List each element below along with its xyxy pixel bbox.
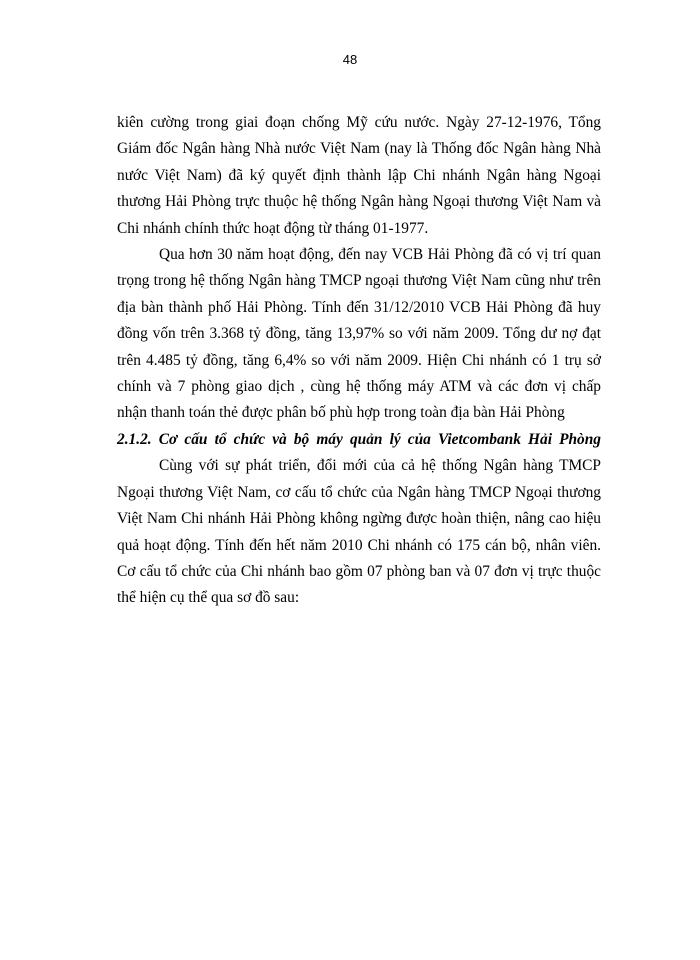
paragraph-2-line: đồng vốn trên 3.368 tỷ đồng, tăng 13,97% so với năm 2009. Tổng dư nợ đạt: [117, 325, 601, 343]
paragraph-3-line: Ngoại thương Việt Nam, cơ cấu tổ chức của Ngân hàng TMCP Ngoại thương: [117, 483, 601, 501]
page-number: 48: [342, 52, 358, 67]
paragraph-3-line: quả hoạt động. Tính đến hết năm 2010 Chi nhánh có 175 cán bộ, nhân viên.: [117, 536, 601, 554]
paragraph-1-line: Giám đốc Ngân hàng Nhà nước Việt Nam (nay là Thống đốc Ngân hàng Nhà: [117, 140, 601, 158]
paragraph-3-line: Cơ cấu tổ chức của Chi nhánh bao gồm 07 phòng ban và 07 đơn vị trực thuộc: [117, 562, 601, 580]
paragraph-3: [117, 453, 601, 611]
paragraph-1-line: kiên cường trong giai đoạn chống Mỹ cứu nước. Ngày 27-12-1976, Tổng: [117, 114, 601, 131]
paragraph-1-line: Chi nhánh chính thức hoạt động từ tháng 01-1977.: [117, 219, 429, 237]
paragraph-2-line: nhận thanh toán thẻ được phân bố phù hợp trong toàn địa bàn Hải Phòng: [117, 404, 565, 422]
paragraph-2-line: chính và 7 phòng giao dịch , cùng hệ thống máy ATM và các đơn vị chấp: [117, 378, 601, 396]
section-heading: 2.1.2. Cơ cấu tổ chức và bộ máy quản lý của Vietcombank Hải Phòng: [117, 430, 601, 448]
paragraph-1-line: nước Việt Nam) đã ký quyết định thành lập Chi nhánh Ngân hàng Ngoại: [117, 166, 601, 184]
paragraph-2-line: Qua hơn 30 năm hoạt động, đến nay VCB Hải Phòng đã có vị trí quan: [159, 246, 601, 264]
paragraph-1: [117, 110, 601, 242]
body-text: [117, 110, 601, 612]
paragraph-3-line: Cùng với sự phát triển, đổi mới của cả hệ thống Ngân hàng TMCP: [159, 457, 601, 475]
paragraph-1-line: thương Hải Phòng trực thuộc hệ thống Ngân hàng Ngoại thương Việt Nam và: [117, 193, 601, 211]
paragraph-2-line: địa bàn thành phố Hải Phòng. Tính đến 31/12/2010 VCB Hải Phòng đã huy: [117, 298, 601, 316]
paragraph-2-line: trên 4.485 tỷ đồng, tăng 6,4% so với năm 2009. Hiện Chi nhánh có 1 trụ sở: [117, 351, 601, 369]
paragraph-3-line: Việt Nam Chi nhánh Hải Phòng không ngừng được hoàn thiện, nâng cao hiệu: [117, 510, 601, 528]
paragraph-3-line: thể hiện cụ thể qua sơ đồ sau:: [117, 589, 300, 607]
paragraph-2-line: trọng trong hệ thống Ngân hàng TMCP ngoại thương Việt Nam cũng như trên: [117, 272, 601, 290]
paragraph-2: [117, 242, 601, 427]
